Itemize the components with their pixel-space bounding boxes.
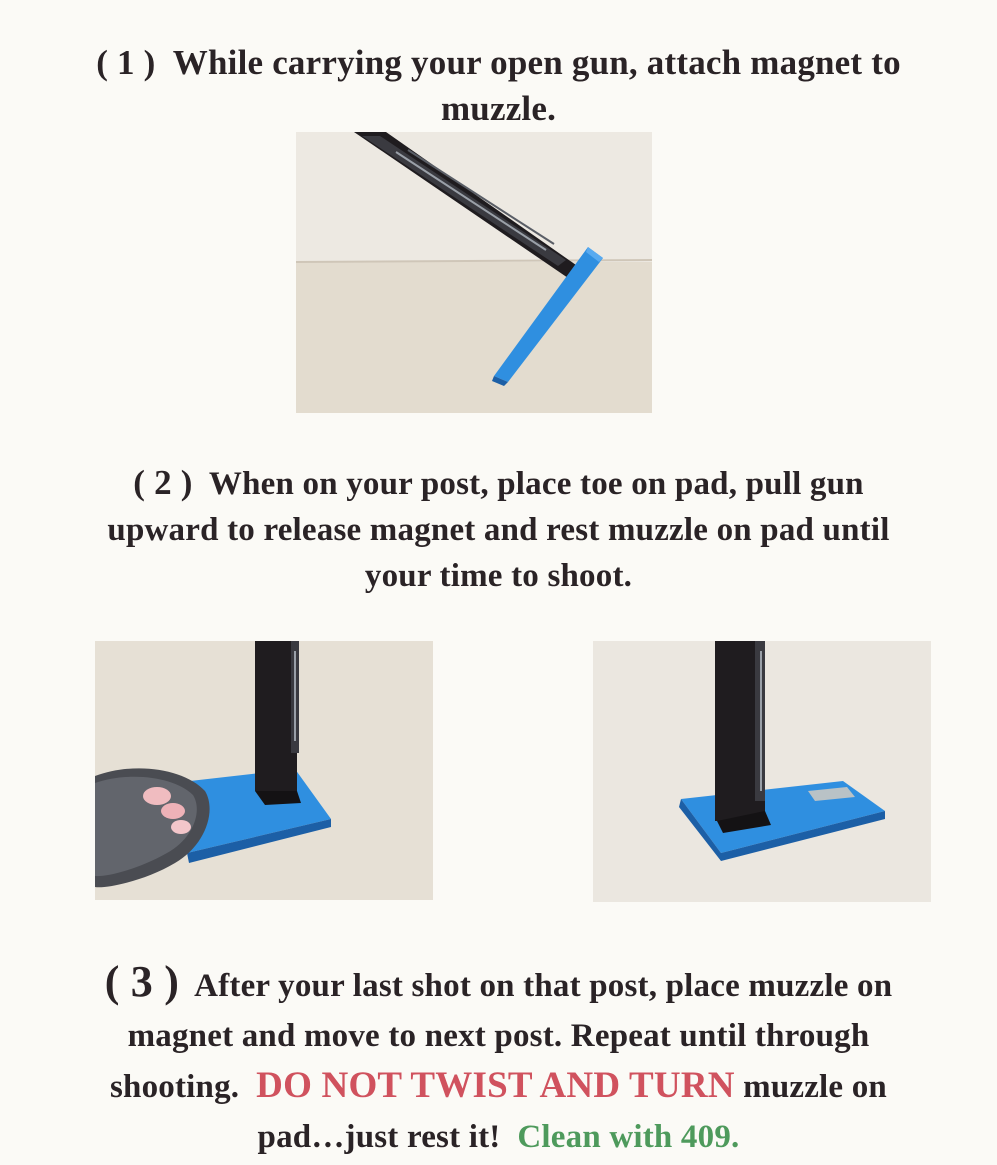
step-1-number: ( 1 )	[96, 43, 156, 82]
photo-muzzle-on-pad	[593, 641, 931, 902]
step-1-line-1	[0, 40, 997, 86]
step-1-text: While carrying your open gun, attach magnet to	[172, 43, 901, 82]
foot-on-pad-illustration	[95, 641, 433, 900]
step-2-text: When on your post, place toe on pad, pull gun	[208, 466, 864, 502]
photo-toe-on-pad	[95, 641, 433, 900]
step-3-number: ( 3 )	[104, 957, 180, 1006]
step-3-line-1	[0, 957, 997, 1011]
step-3-line-3	[0, 1061, 997, 1112]
step-1-instruction	[0, 40, 997, 132]
photo-attach-magnet	[296, 132, 652, 413]
gun-with-magnet-illustration	[296, 132, 652, 413]
step-3-instruction	[0, 957, 997, 1162]
step-3-line-4	[0, 1112, 997, 1162]
step-3-text: After your last shot on that post, place muzzle on	[194, 968, 893, 1004]
step-1-line-2: muzzle.	[440, 89, 557, 128]
step-3-line-2: magnet and move to next post. Repeat until through	[127, 1018, 870, 1054]
step-2-line-1	[0, 460, 997, 507]
step-3-rest-text: pad…just rest it!	[257, 1119, 501, 1155]
clean-note: Clean with 409.	[517, 1119, 740, 1155]
muzzle-on-pad-illustration	[593, 641, 931, 902]
step-2-line-2: upward to release magnet and rest muzzle on pad until	[107, 512, 890, 548]
step-3-shooting-text: shooting.	[110, 1069, 240, 1105]
step-3-muzzle-text: muzzle on	[743, 1069, 887, 1105]
warning-text: DO NOT TWIST AND TURN	[256, 1065, 735, 1106]
step-2-line-3: your time to shoot.	[364, 558, 633, 594]
step-2-number: ( 2 )	[133, 463, 193, 502]
step-2-instruction	[0, 460, 997, 599]
